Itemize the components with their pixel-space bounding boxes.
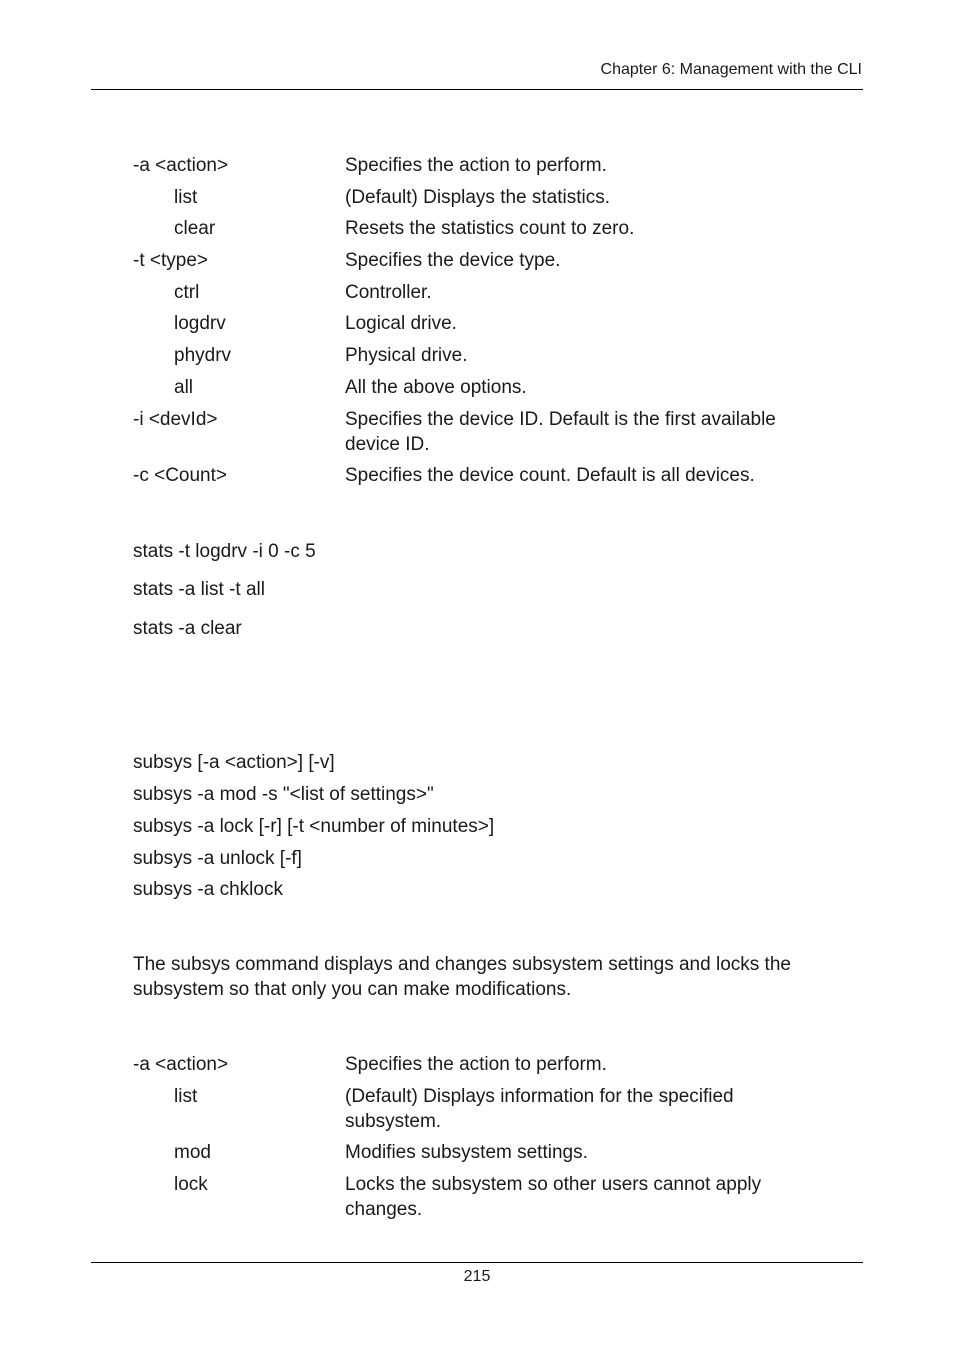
option-row bbox=[133, 375, 853, 400]
option-key: phydrv bbox=[174, 345, 232, 367]
example-command: stats -a list -t all bbox=[133, 579, 265, 600]
option-key: clear bbox=[174, 218, 216, 240]
option-row bbox=[133, 343, 853, 368]
option-description: Locks the subsystem so other users cannot apply changes. bbox=[345, 1174, 762, 1221]
option-description: Modifies subsystem settings. bbox=[345, 1142, 588, 1164]
usage-line: subsys -a unlock [-f] bbox=[133, 848, 302, 869]
option-description: Physical drive. bbox=[345, 345, 468, 367]
stats-options-table bbox=[133, 153, 853, 495]
option-row bbox=[133, 1052, 853, 1077]
option-key: list bbox=[174, 186, 198, 208]
subsys-options-table bbox=[133, 1052, 853, 1229]
option-row bbox=[133, 1140, 853, 1165]
option-description: (Default) Displays information for the specified subsystem. bbox=[345, 1085, 734, 1132]
option-row bbox=[133, 248, 853, 273]
option-row bbox=[133, 1172, 853, 1222]
option-description: (Default) Displays the statistics. bbox=[345, 186, 611, 208]
option-key: -a <action> bbox=[133, 1054, 229, 1075]
option-description: Specifies the action to perform. bbox=[345, 155, 607, 176]
option-row bbox=[133, 185, 853, 210]
option-key: mod bbox=[174, 1142, 211, 1164]
option-description: Specifies the device type. bbox=[345, 250, 561, 272]
option-row bbox=[133, 1084, 853, 1134]
example-command: stats -t logdrv -i 0 -c 5 bbox=[133, 541, 316, 562]
footer-rule bbox=[91, 1262, 863, 1263]
option-description: Controller. bbox=[345, 281, 432, 303]
option-key: -a <action> bbox=[133, 155, 229, 176]
option-description: Specifies the device count. Default is all devices. bbox=[345, 465, 755, 487]
option-row bbox=[133, 311, 853, 336]
option-key: logdrv bbox=[174, 313, 226, 335]
option-row bbox=[133, 280, 853, 305]
option-key: list bbox=[174, 1085, 198, 1107]
option-key: lock bbox=[174, 1174, 208, 1196]
usage-line: subsys -a lock [-r] [-t <number of minutes>] bbox=[133, 816, 495, 837]
summary-paragraph: The subsys command displays and changes subsystem settings and locks the subsystem so that only you can make modifications. bbox=[133, 954, 791, 1000]
option-description: Specifies the device ID. Default is the first available device ID. bbox=[345, 408, 776, 455]
page-number: 215 bbox=[463, 1268, 491, 1285]
option-row bbox=[133, 153, 853, 178]
option-description: All the above options. bbox=[345, 376, 527, 398]
option-key: -t <type> bbox=[133, 250, 208, 272]
option-key: all bbox=[174, 376, 194, 398]
option-key: ctrl bbox=[174, 281, 200, 303]
option-description: Resets the statistics count to zero. bbox=[345, 218, 635, 240]
example-command: stats -a clear bbox=[133, 618, 242, 639]
usage-line: subsys -a mod -s "<list of settings>" bbox=[133, 784, 434, 805]
running-header: Chapter 6: Management with the CLI bbox=[600, 61, 862, 78]
option-description: Specifies the action to perform. bbox=[345, 1054, 607, 1075]
option-key: -c <Count> bbox=[133, 465, 227, 487]
option-row bbox=[133, 407, 853, 457]
option-row bbox=[133, 216, 853, 241]
usage-line: subsys [-a <action>] [-v] bbox=[133, 752, 335, 773]
option-row bbox=[133, 463, 853, 488]
header-rule bbox=[91, 89, 863, 90]
option-description: Logical drive. bbox=[345, 313, 457, 335]
usage-line: subsys -a chklock bbox=[133, 879, 283, 900]
option-key: -i <devId> bbox=[133, 408, 218, 430]
